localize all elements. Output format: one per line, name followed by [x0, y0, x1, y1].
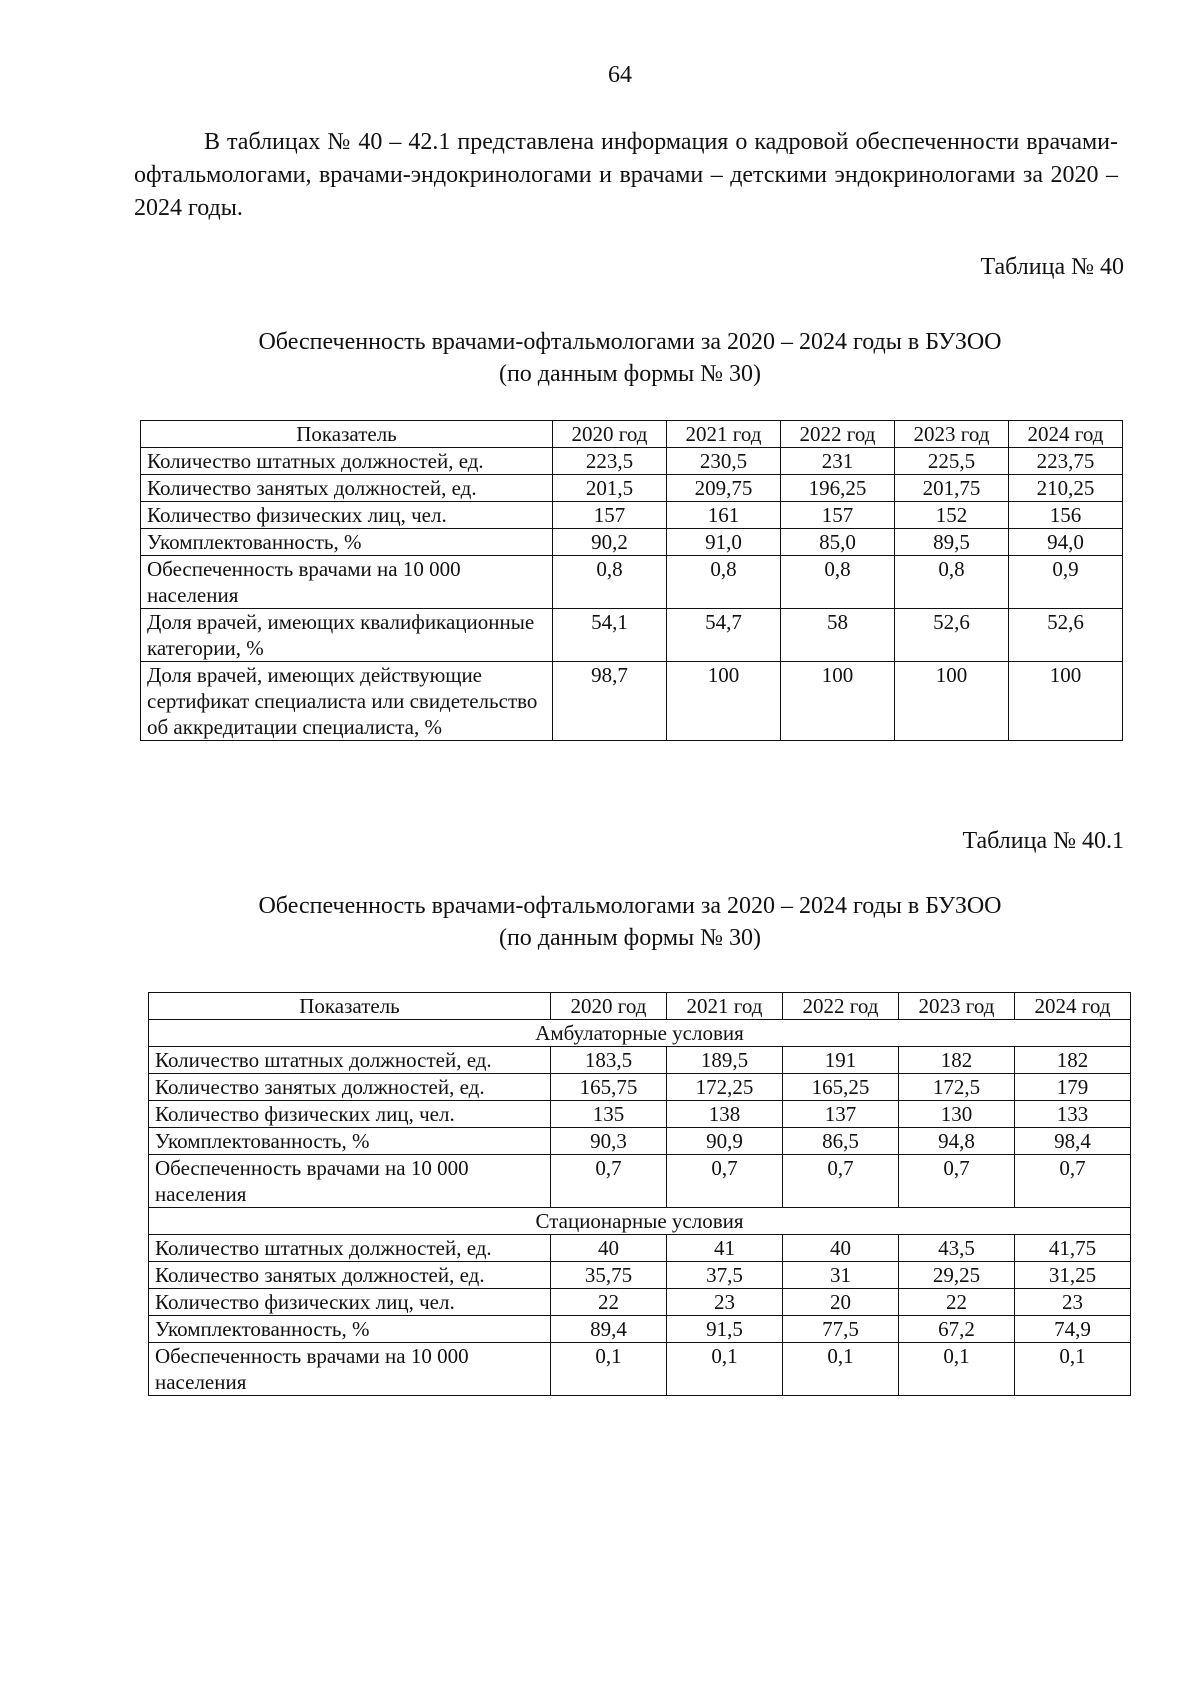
table-40 [140, 420, 1123, 741]
value-cell: 94,0 [1009, 529, 1123, 556]
header-cell: 2022 год [781, 421, 895, 448]
value-cell: 0,8 [553, 556, 667, 609]
value-cell: 98,4 [1015, 1128, 1131, 1155]
header-cell: 2024 год [1009, 421, 1123, 448]
row-label: Доля врачей, имеющих квалификационные категории, % [141, 609, 553, 662]
row-label: Количество штатных должностей, ед. [149, 1235, 551, 1262]
row-label: Количество штатных должностей, ед. [141, 448, 553, 475]
row-label: Количество физических лиц, чел. [141, 502, 553, 529]
table-40-title [150, 326, 1110, 390]
value-cell: 91,0 [667, 529, 781, 556]
value-cell: 40 [783, 1235, 899, 1262]
value-cell: 157 [553, 502, 667, 529]
value-cell: 31,25 [1015, 1262, 1131, 1289]
value-cell: 0,8 [667, 556, 781, 609]
table-40-1-label: Таблица № 40.1 [962, 828, 1124, 854]
section-row [149, 1208, 1131, 1235]
header-cell: 2021 год [667, 993, 783, 1020]
value-cell: 191 [783, 1047, 899, 1074]
value-cell: 196,25 [781, 475, 895, 502]
value-cell: 0,8 [895, 556, 1009, 609]
value-cell: 230,5 [667, 448, 781, 475]
value-cell: 157 [781, 502, 895, 529]
value-cell: 0,8 [781, 556, 895, 609]
value-cell: 156 [1009, 502, 1123, 529]
value-cell: 135 [551, 1101, 667, 1128]
value-cell: 23 [667, 1289, 783, 1316]
row-label: Обеспеченность врачами на 10 000 населения [149, 1343, 551, 1396]
value-cell: 20 [783, 1289, 899, 1316]
value-cell: 23 [1015, 1289, 1131, 1316]
value-cell: 0,1 [667, 1343, 783, 1396]
value-cell: 223,5 [553, 448, 667, 475]
value-cell: 182 [1015, 1047, 1131, 1074]
value-cell: 172,5 [899, 1074, 1015, 1101]
value-cell: 86,5 [783, 1128, 899, 1155]
value-cell: 152 [895, 502, 1009, 529]
value-cell: 89,4 [551, 1316, 667, 1343]
value-cell: 138 [667, 1101, 783, 1128]
value-cell: 52,6 [895, 609, 1009, 662]
value-cell: 90,3 [551, 1128, 667, 1155]
section-row [149, 1020, 1131, 1047]
value-cell: 90,9 [667, 1128, 783, 1155]
table-row [141, 662, 1123, 741]
header-cell: 2024 год [1015, 993, 1131, 1020]
value-cell: 100 [1009, 662, 1123, 741]
value-cell: 130 [899, 1101, 1015, 1128]
section-title: Амбулаторные условия [149, 1020, 1131, 1047]
table-row [149, 1235, 1131, 1262]
value-cell: 100 [895, 662, 1009, 741]
value-cell: 94,8 [899, 1128, 1015, 1155]
value-cell: 52,6 [1009, 609, 1123, 662]
value-cell: 231 [781, 448, 895, 475]
value-cell: 41 [667, 1235, 783, 1262]
value-cell: 22 [551, 1289, 667, 1316]
value-cell: 0,1 [899, 1343, 1015, 1396]
value-cell: 223,75 [1009, 448, 1123, 475]
value-cell: 74,9 [1015, 1316, 1131, 1343]
table-40-1-title-line1: Обеспеченность врачами-офтальмологами за 2020 – 2024 годы в БУЗОО [258, 893, 1002, 919]
table-row [141, 502, 1123, 529]
table-row [149, 1047, 1131, 1074]
row-label: Укомплектованность, % [149, 1316, 551, 1343]
row-label: Обеспеченность врачами на 10 000 населения [149, 1155, 551, 1208]
table-row [141, 609, 1123, 662]
value-cell: 90,2 [553, 529, 667, 556]
table-row [149, 1101, 1131, 1128]
value-cell: 54,1 [553, 609, 667, 662]
table-row [141, 448, 1123, 475]
value-cell: 189,5 [667, 1047, 783, 1074]
value-cell: 0,7 [783, 1155, 899, 1208]
row-label: Обеспеченность врачами на 10 000 населения [141, 556, 553, 609]
value-cell: 35,75 [551, 1262, 667, 1289]
value-cell: 209,75 [667, 475, 781, 502]
row-label: Количество занятых должностей, ед. [149, 1262, 551, 1289]
value-cell: 91,5 [667, 1316, 783, 1343]
value-cell: 0,7 [1015, 1155, 1131, 1208]
table-row [149, 1343, 1131, 1396]
value-cell: 0,7 [551, 1155, 667, 1208]
value-cell: 43,5 [899, 1235, 1015, 1262]
table-row [149, 1289, 1131, 1316]
header-cell: 2023 год [895, 421, 1009, 448]
value-cell: 201,5 [553, 475, 667, 502]
value-cell: 58 [781, 609, 895, 662]
value-cell: 225,5 [895, 448, 1009, 475]
value-cell: 0,1 [551, 1343, 667, 1396]
value-cell: 37,5 [667, 1262, 783, 1289]
table-row [149, 1074, 1131, 1101]
value-cell: 165,25 [783, 1074, 899, 1101]
table-row [149, 1316, 1131, 1343]
page-number: 64 [608, 62, 632, 88]
value-cell: 0,9 [1009, 556, 1123, 609]
value-cell: 201,75 [895, 475, 1009, 502]
row-label: Количество штатных должностей, ед. [149, 1047, 551, 1074]
value-cell: 179 [1015, 1074, 1131, 1101]
value-cell: 172,25 [667, 1074, 783, 1101]
value-cell: 67,2 [899, 1316, 1015, 1343]
value-cell: 0,7 [667, 1155, 783, 1208]
table-row [149, 1155, 1131, 1208]
value-cell: 89,5 [895, 529, 1009, 556]
row-label: Количество занятых должностей, ед. [141, 475, 553, 502]
value-cell: 31 [783, 1262, 899, 1289]
intro-paragraph [134, 126, 1118, 225]
header-cell: Показатель [141, 421, 553, 448]
value-cell: 183,5 [551, 1047, 667, 1074]
value-cell: 100 [781, 662, 895, 741]
table-40-1 [148, 992, 1131, 1396]
value-cell: 29,25 [899, 1262, 1015, 1289]
table-row [141, 556, 1123, 609]
row-label: Количество занятых должностей, ед. [149, 1074, 551, 1101]
value-cell: 98,7 [553, 662, 667, 741]
row-label: Укомплектованность, % [149, 1128, 551, 1155]
table-40-title-line1: Обеспеченность врачами-офтальмологами за 2020 – 2024 годы в БУЗОО [258, 329, 1002, 355]
header-cell: 2023 год [899, 993, 1015, 1020]
header-cell: 2021 год [667, 421, 781, 448]
row-label: Количество физических лиц, чел. [149, 1289, 551, 1316]
value-cell: 165,75 [551, 1074, 667, 1101]
table-40-1-title-line2: (по данным формы № 30) [498, 925, 762, 951]
value-cell: 0,1 [783, 1343, 899, 1396]
value-cell: 22 [899, 1289, 1015, 1316]
table-40-title-line2: (по данным формы № 30) [498, 361, 762, 387]
section-title: Стационарные условия [149, 1208, 1131, 1235]
value-cell: 0,1 [1015, 1343, 1131, 1396]
table-header-row [149, 993, 1131, 1020]
table-40-label: Таблица № 40 [980, 254, 1124, 280]
table-row [141, 529, 1123, 556]
value-cell: 77,5 [783, 1316, 899, 1343]
table-row [149, 1262, 1131, 1289]
value-cell: 100 [667, 662, 781, 741]
value-cell: 0,7 [899, 1155, 1015, 1208]
value-cell: 40 [551, 1235, 667, 1262]
intro-text: В таблицах № 40 – 42.1 представлена информация о кадровой обеспеченности врачами-офтальмологами, врачами-эндокринологами и врачами – детскими эндокринологами за 2020 – 2024 годы. [134, 129, 1118, 221]
value-cell: 41,75 [1015, 1235, 1131, 1262]
table-header-row [141, 421, 1123, 448]
row-label: Количество физических лиц, чел. [149, 1101, 551, 1128]
value-cell: 210,25 [1009, 475, 1123, 502]
row-label: Укомплектованность, % [141, 529, 553, 556]
header-cell: 2020 год [551, 993, 667, 1020]
value-cell: 54,7 [667, 609, 781, 662]
header-cell: Показатель [149, 993, 551, 1020]
value-cell: 133 [1015, 1101, 1131, 1128]
value-cell: 137 [783, 1101, 899, 1128]
table-row [141, 475, 1123, 502]
header-cell: 2022 год [783, 993, 899, 1020]
header-cell: 2020 год [553, 421, 667, 448]
value-cell: 85,0 [781, 529, 895, 556]
value-cell: 161 [667, 502, 781, 529]
value-cell: 182 [899, 1047, 1015, 1074]
table-row [149, 1128, 1131, 1155]
row-label: Доля врачей, имеющих действующие сертификат специалиста или свидетельство об аккредитации специалиста, % [141, 662, 553, 741]
table-40-1-title [150, 890, 1110, 954]
